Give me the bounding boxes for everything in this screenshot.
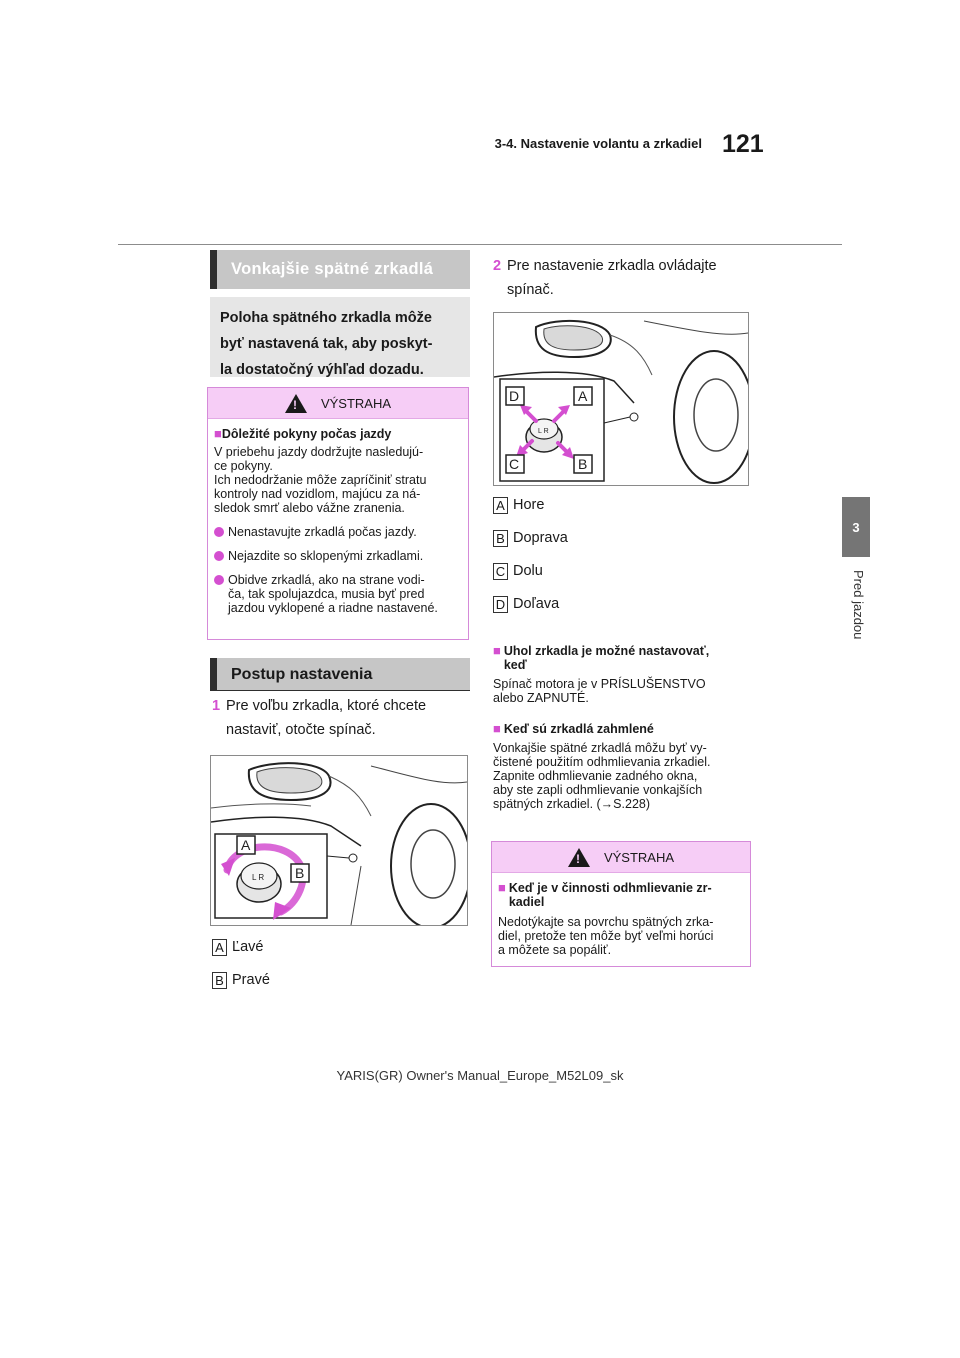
bullet-line: ča, tak spolujazdca, musia byť pred xyxy=(228,587,425,601)
legend-text: Doľava xyxy=(513,596,560,612)
note-title-text: Keď sú zrkadlá zahmlené xyxy=(503,722,654,736)
warning-box-defogger xyxy=(491,841,751,967)
warning-subtitle-line: Keď je v činnosti odhmlievanie zr- xyxy=(508,881,712,895)
figure-mirror-adjust-switch xyxy=(493,312,749,486)
figure-label: B xyxy=(295,865,305,881)
legend-text: Dolu xyxy=(513,563,543,579)
warning-body xyxy=(208,419,468,619)
warning-subtitle-text: Dôležité pokyny počas jazdy xyxy=(221,427,392,441)
legend-text: Doprava xyxy=(513,530,568,546)
warning-line: sledok smrť alebo vážne zranenia. xyxy=(214,501,405,515)
legend-item xyxy=(493,495,693,515)
warning-line: diel, pretože ten môže byť veľmi horúci xyxy=(498,929,714,943)
legend-key: C xyxy=(493,563,508,580)
svg-text:L R: L R xyxy=(538,428,549,435)
note-line: alebo ZAPNUTÉ. xyxy=(493,691,589,705)
section-title: 3-4. Nastavenie volantu a zrkadiel xyxy=(494,136,702,151)
warning-line: V priebehu jazdy dodržujte nasledujú- xyxy=(214,445,424,459)
intro-line: Poloha spätného zrkadla môže xyxy=(220,310,432,326)
warning-header xyxy=(492,842,750,873)
chapter-tab: 3 xyxy=(842,497,870,557)
figure-label: B xyxy=(578,456,588,472)
bullet-line: Nejazdite so sklopenými zrkadlami. xyxy=(228,549,424,563)
warning-header xyxy=(208,388,468,419)
svg-text:L R: L R xyxy=(252,873,265,882)
intro-line: byť nastavená tak, aby poskyt- xyxy=(220,336,433,352)
bullet-line: jazdou vyklopené a riadne nastavené. xyxy=(228,601,438,615)
legend-key: A xyxy=(212,939,227,956)
warning-line: Nedotýkajte sa povrchu spätných zrka- xyxy=(498,915,714,929)
note-line: spätných zrkadiel. (→S.228) xyxy=(493,797,651,811)
step-number: 1 xyxy=(212,698,221,714)
note-line: Vonkajšie spätné zrkadlá môžu byť vy- xyxy=(493,741,707,755)
circle-bullet-icon xyxy=(214,551,224,561)
bullet-line: Obidve zrkadlá, ako na strane vodi- xyxy=(228,573,425,587)
step-1 xyxy=(212,694,474,742)
bullet-line: Nenastavujte zrkadlá počas jazdy. xyxy=(228,525,417,539)
warning-box-driving xyxy=(207,387,469,640)
mirror-select-illustration xyxy=(211,756,467,925)
warning-subtitle-line: kadiel xyxy=(508,895,545,909)
warning-line: ce pokyny. xyxy=(214,459,273,473)
note-title xyxy=(493,722,755,736)
note-fogged-mirrors xyxy=(493,722,755,811)
warning-bullet xyxy=(214,525,462,539)
section-heading-mirrors: Vonkajšie spätné zrkadlá xyxy=(210,250,470,289)
legend-key: A xyxy=(493,497,508,514)
square-bullet-icon: ■ xyxy=(498,880,506,895)
square-bullet-icon: ■ xyxy=(493,643,501,658)
warning-triangle-icon xyxy=(285,394,307,413)
circle-bullet-icon xyxy=(214,575,224,585)
figure-label: C xyxy=(509,456,520,472)
square-bullet-icon: ■ xyxy=(214,426,222,441)
note-title-line: Uhol zrkadla je možné nastavovať, xyxy=(503,644,710,658)
legend-text: Pravé xyxy=(232,972,270,988)
step-line: spínač. xyxy=(507,282,554,298)
mirror-adjust-illustration xyxy=(494,313,748,485)
warning-subtitle xyxy=(214,427,462,441)
legend-key: B xyxy=(212,972,227,989)
legend-text: Ľavé xyxy=(232,939,264,955)
heading-underline xyxy=(210,690,470,691)
note-line: Spínač motora je v PRÍSLUŠENSTVO xyxy=(493,677,706,691)
note-line: Zapnite odhmlievanie zadného okna, xyxy=(493,769,698,783)
legend-item xyxy=(493,594,693,614)
warning-bullet xyxy=(214,573,462,615)
square-bullet-icon: ■ xyxy=(493,721,501,736)
legend-key: D xyxy=(493,596,508,613)
figure-label: D xyxy=(509,388,520,404)
legend-item xyxy=(493,528,693,548)
intro-line: la dostatočný výhľad dozadu. xyxy=(220,362,424,378)
note-line: čistené použitím odhmlievania zrkadiel. xyxy=(493,755,711,769)
warning-title: VÝSTRAHA xyxy=(320,395,392,411)
warning-line: a môžete sa popáliť. xyxy=(498,943,612,957)
warning-line: Ich nedodržanie môže zapríčiniť stratu xyxy=(214,473,427,487)
figure-label: A xyxy=(578,388,588,404)
step-2 xyxy=(493,254,755,302)
step-line: nastaviť, otočte spínač. xyxy=(226,722,376,738)
warning-triangle-icon xyxy=(568,848,590,867)
legend-key: B xyxy=(493,530,508,547)
note-adjust-condition xyxy=(493,644,755,705)
warning-bullet xyxy=(214,549,462,563)
figure-label: A xyxy=(241,837,251,853)
legend-1 xyxy=(212,937,412,990)
section-heading-procedure: Postup nastavenia xyxy=(210,658,470,691)
warning-line: kontroly nad vozidlom, majúcu za ná- xyxy=(214,487,421,501)
legend-2 xyxy=(493,495,693,614)
note-line: aby ste zapli odhmlievanie vonkajších xyxy=(493,783,703,797)
chapter-tab-label: Pred jazdou xyxy=(851,570,866,640)
legend-item xyxy=(212,937,412,957)
legend-item xyxy=(493,561,693,581)
footer-manual-id: YARIS(GR) Owner's Manual_Europe_M52L09_sk xyxy=(336,1068,624,1083)
step-line: Pre voľbu zrkadla, ktoré chcete xyxy=(226,698,427,714)
page-number: 121 xyxy=(722,130,764,158)
figure-mirror-select-switch xyxy=(210,755,468,926)
legend-text: Hore xyxy=(513,497,545,513)
legend-item xyxy=(212,970,412,990)
note-title xyxy=(493,644,755,672)
warning-title: VÝSTRAHA xyxy=(603,849,675,865)
intro-box xyxy=(210,297,470,377)
header-rule xyxy=(118,244,842,245)
warning-subtitle xyxy=(498,881,744,909)
step-line: Pre nastavenie zrkadla ovládajte xyxy=(507,258,717,274)
warning-body xyxy=(492,873,750,961)
note-title-line: keď xyxy=(503,658,527,672)
circle-bullet-icon xyxy=(214,527,224,537)
step-number: 2 xyxy=(493,258,502,274)
